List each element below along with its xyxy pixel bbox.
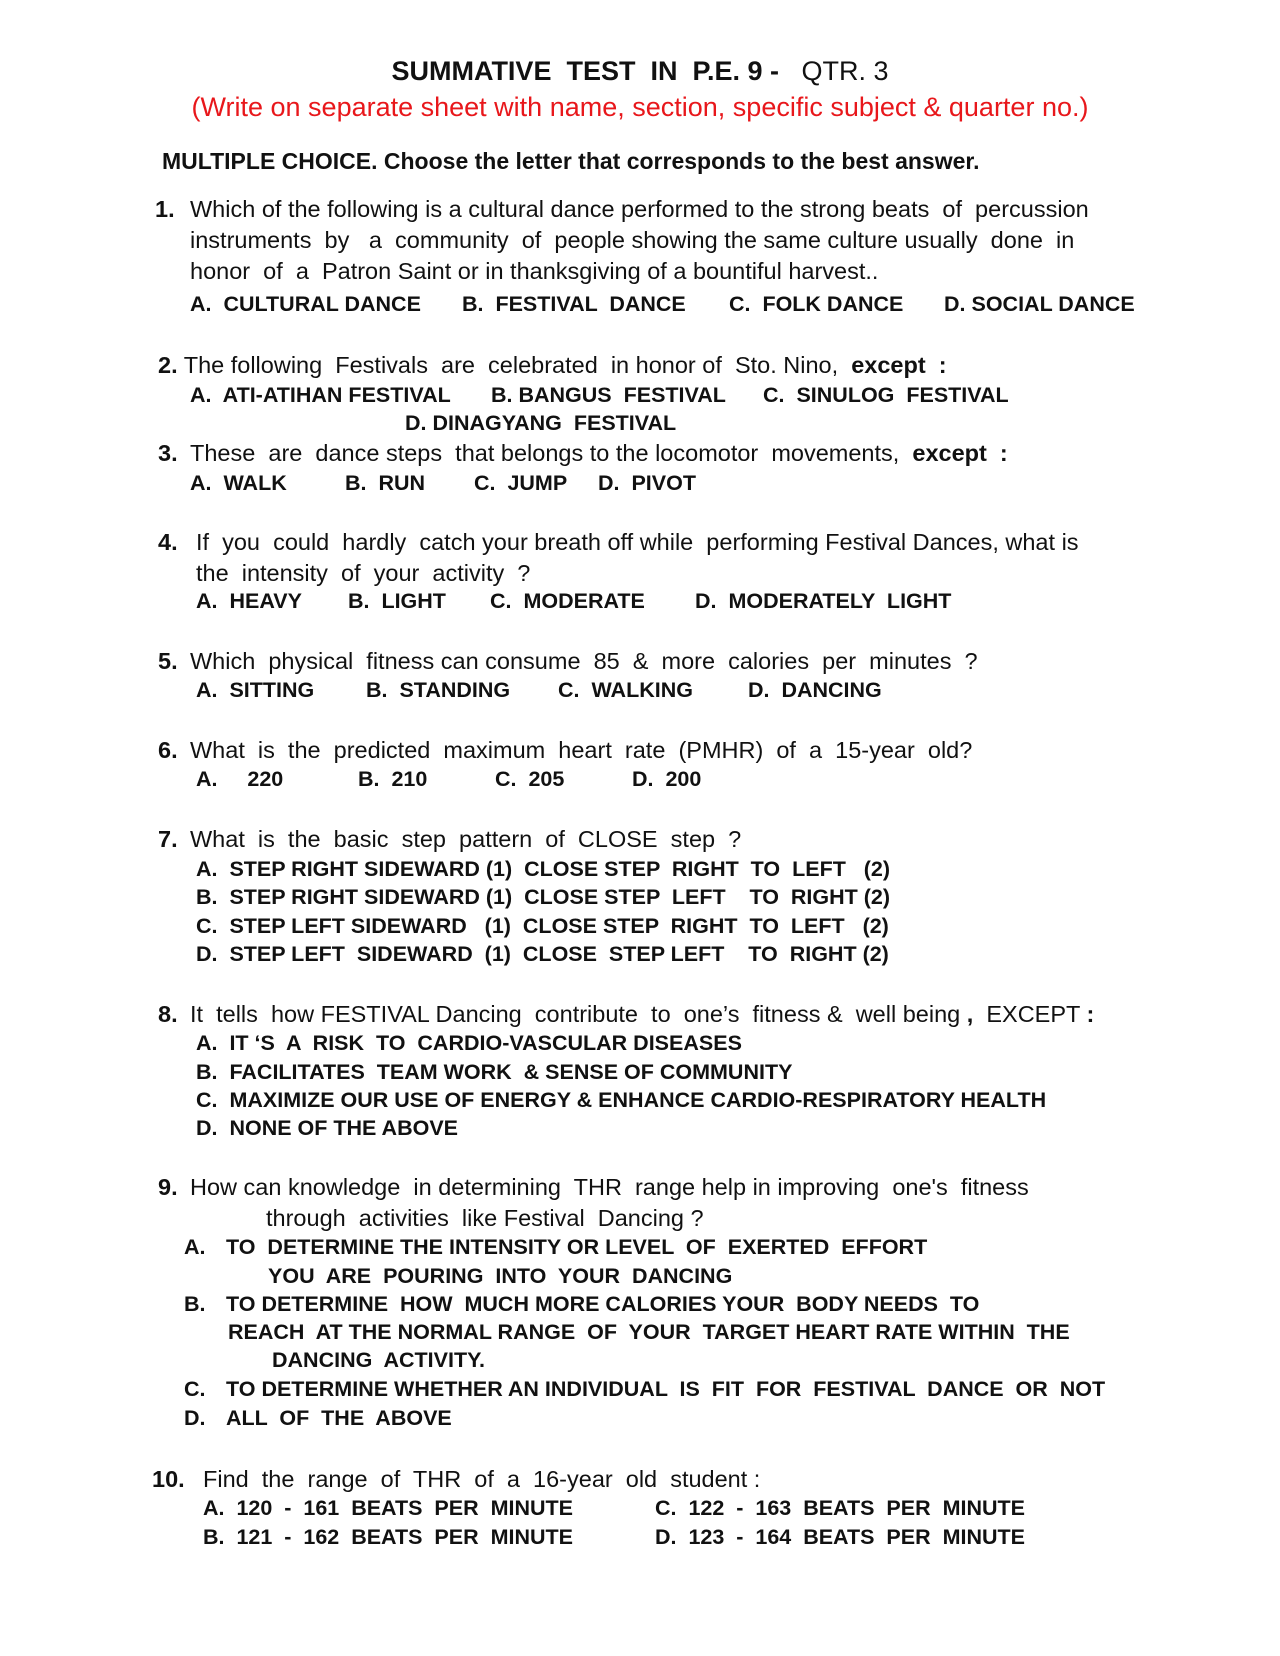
option-d-letter: D.	[184, 1406, 206, 1430]
option-a-letter: A.	[184, 1235, 206, 1259]
option-b: B. 121 - 162 BEATS PER MINUTE	[203, 1525, 573, 1549]
question-text: If you could hardly catch your breath off while performing Festival Dances, what is	[196, 529, 1079, 555]
option-d: D. MODERATELY LIGHT	[695, 589, 952, 613]
emphasis-except: EXCEPT	[986, 1001, 1080, 1027]
question-text: These are dance steps that belongs to the locomotor movements, except :	[190, 440, 1008, 466]
option-d: D. DANCING	[748, 678, 882, 702]
question-number: 2.	[158, 352, 178, 378]
question-number: 9.	[158, 1174, 178, 1200]
option-b-letter: B.	[184, 1292, 206, 1316]
question-text: How can knowledge in determining THR range help in improving one's fitness	[190, 1174, 1029, 1200]
option-c: C. MODERATE	[490, 589, 645, 613]
option-a: A. SITTING	[196, 678, 315, 702]
option-d: D. STEP LEFT SIDEWARD (1) CLOSE STEP LEFT TO RIGHT (2)	[196, 942, 889, 966]
question-number: 3.	[158, 440, 178, 466]
option-a: A. WALK	[190, 471, 287, 495]
option-d: D. DINAGYANG FESTIVAL	[405, 411, 677, 435]
question-text: Which of the following is a cultural dance performed to the strong beats of percussion	[190, 196, 1089, 222]
question-text: It tells how FESTIVAL Dancing contribute to one’s fitness & well being , EXCEPT :	[190, 1001, 1095, 1027]
question-text: honor of a Patron Saint or in thanksgiving of a bountiful harvest..	[190, 258, 879, 284]
option-a: A. IT ‘S A RISK TO CARDIO-VASCULAR DISEASES	[196, 1031, 742, 1055]
option-a: A. HEAVY	[196, 589, 302, 613]
option-d: D. PIVOT	[598, 471, 696, 495]
question-number: 5.	[158, 648, 178, 674]
instruction-line: (Write on separate sheet with name, section, specific subject & quarter no.)	[191, 92, 1089, 122]
question-text: 2. The following Festivals are celebrated in honor of Sto. Nino, except :	[158, 352, 947, 378]
option-b: B. BANGUS FESTIVAL	[491, 383, 726, 407]
option-c-letter: C.	[184, 1377, 206, 1401]
option-a: A. 120 - 161 BEATS PER MINUTE	[203, 1496, 573, 1520]
question-number: 4.	[158, 529, 178, 555]
section-heading: MULTIPLE CHOICE. Choose the letter that corresponds to the best answer.	[162, 148, 980, 174]
option-a: A. ATI-ATIHAN FESTIVAL	[190, 383, 451, 407]
page-title	[0, 56, 1280, 87]
question-text: instruments by a community of people showing the same culture usually done in	[190, 227, 1075, 253]
option-d: D. 200	[632, 767, 702, 791]
question-number: 1.	[155, 196, 175, 222]
option-b: B. STEP RIGHT SIDEWARD (1) CLOSE STEP LEFT TO RIGHT (2)	[196, 885, 891, 909]
option-b: B. RUN	[345, 471, 426, 495]
option-b: TO DETERMINE HOW MUCH MORE CALORIES YOUR BODY NEEDS TO	[226, 1292, 980, 1316]
question-number: 8.	[158, 1001, 178, 1027]
option-c: C. SINULOG FESTIVAL	[763, 383, 1009, 407]
option-b: B. 210	[358, 767, 428, 791]
option-a: A. 220	[196, 767, 284, 791]
title-main: SUMMATIVE TEST IN P.E. 9 -	[391, 56, 780, 86]
option-a: A. STEP RIGHT SIDEWARD (1) CLOSE STEP RIGHT TO LEFT (2)	[196, 857, 891, 881]
option-d: ALL OF THE ABOVE	[226, 1406, 452, 1430]
emphasis-except: except :	[851, 352, 947, 378]
option-c: C. 122 - 163 BEATS PER MINUTE	[655, 1496, 1025, 1520]
title-quarter: QTR. 3	[801, 56, 889, 86]
emphasis-except: except :	[912, 440, 1008, 466]
option-c: C. JUMP	[474, 471, 568, 495]
option-a: TO DETERMINE THE INTENSITY OR LEVEL OF EXERTED EFFORT	[226, 1235, 928, 1259]
question-text: What is the basic step pattern of CLOSE step ?	[190, 826, 742, 852]
option-b: B. FESTIVAL DANCE	[462, 292, 686, 316]
option-b: REACH AT THE NORMAL RANGE OF YOUR TARGET HEART RATE WITHIN THE	[228, 1320, 1070, 1344]
question-text: Which physical fitness can consume 85 & more calories per minutes ?	[190, 648, 978, 674]
option-d: D. SOCIAL DANCE	[944, 292, 1135, 316]
question-number: 10.	[152, 1466, 185, 1492]
option-b: B. LIGHT	[348, 589, 446, 613]
option-c: C. FOLK DANCE	[729, 292, 904, 316]
option-a: A. CULTURAL DANCE	[190, 292, 421, 316]
option-b: B. FACILITATES TEAM WORK & SENSE OF COMMUNITY	[196, 1060, 793, 1084]
option-c: C. MAXIMIZE OUR USE OF ENERGY & ENHANCE CARDIO-RESPIRATORY HEALTH	[196, 1088, 1047, 1112]
option-b: B. STANDING	[366, 678, 511, 702]
question-text: Find the range of THR of a 16-year old student :	[203, 1466, 761, 1492]
option-c: TO DETERMINE WHETHER AN INDIVIDUAL IS FIT FOR FESTIVAL DANCE OR NOT	[226, 1377, 1106, 1401]
option-d: D. 123 - 164 BEATS PER MINUTE	[655, 1525, 1025, 1549]
option-c: C. STEP LEFT SIDEWARD (1) CLOSE STEP RIGHT TO LEFT (2)	[196, 914, 889, 938]
option-c: C. 205	[495, 767, 565, 791]
question-text: through activities like Festival Dancing ?	[266, 1205, 704, 1231]
question-text: What is the predicted maximum heart rate (PMHR) of a 15-year old?	[190, 737, 973, 763]
question-number: 7.	[158, 826, 178, 852]
option-a: YOU ARE POURING INTO YOUR DANCING	[268, 1264, 733, 1288]
option-d: D. NONE OF THE ABOVE	[196, 1116, 458, 1140]
option-b: DANCING ACTIVITY.	[272, 1348, 486, 1372]
option-c: C. WALKING	[558, 678, 693, 702]
question-text: the intensity of your activity ?	[196, 560, 531, 586]
question-number: 6.	[158, 737, 178, 763]
